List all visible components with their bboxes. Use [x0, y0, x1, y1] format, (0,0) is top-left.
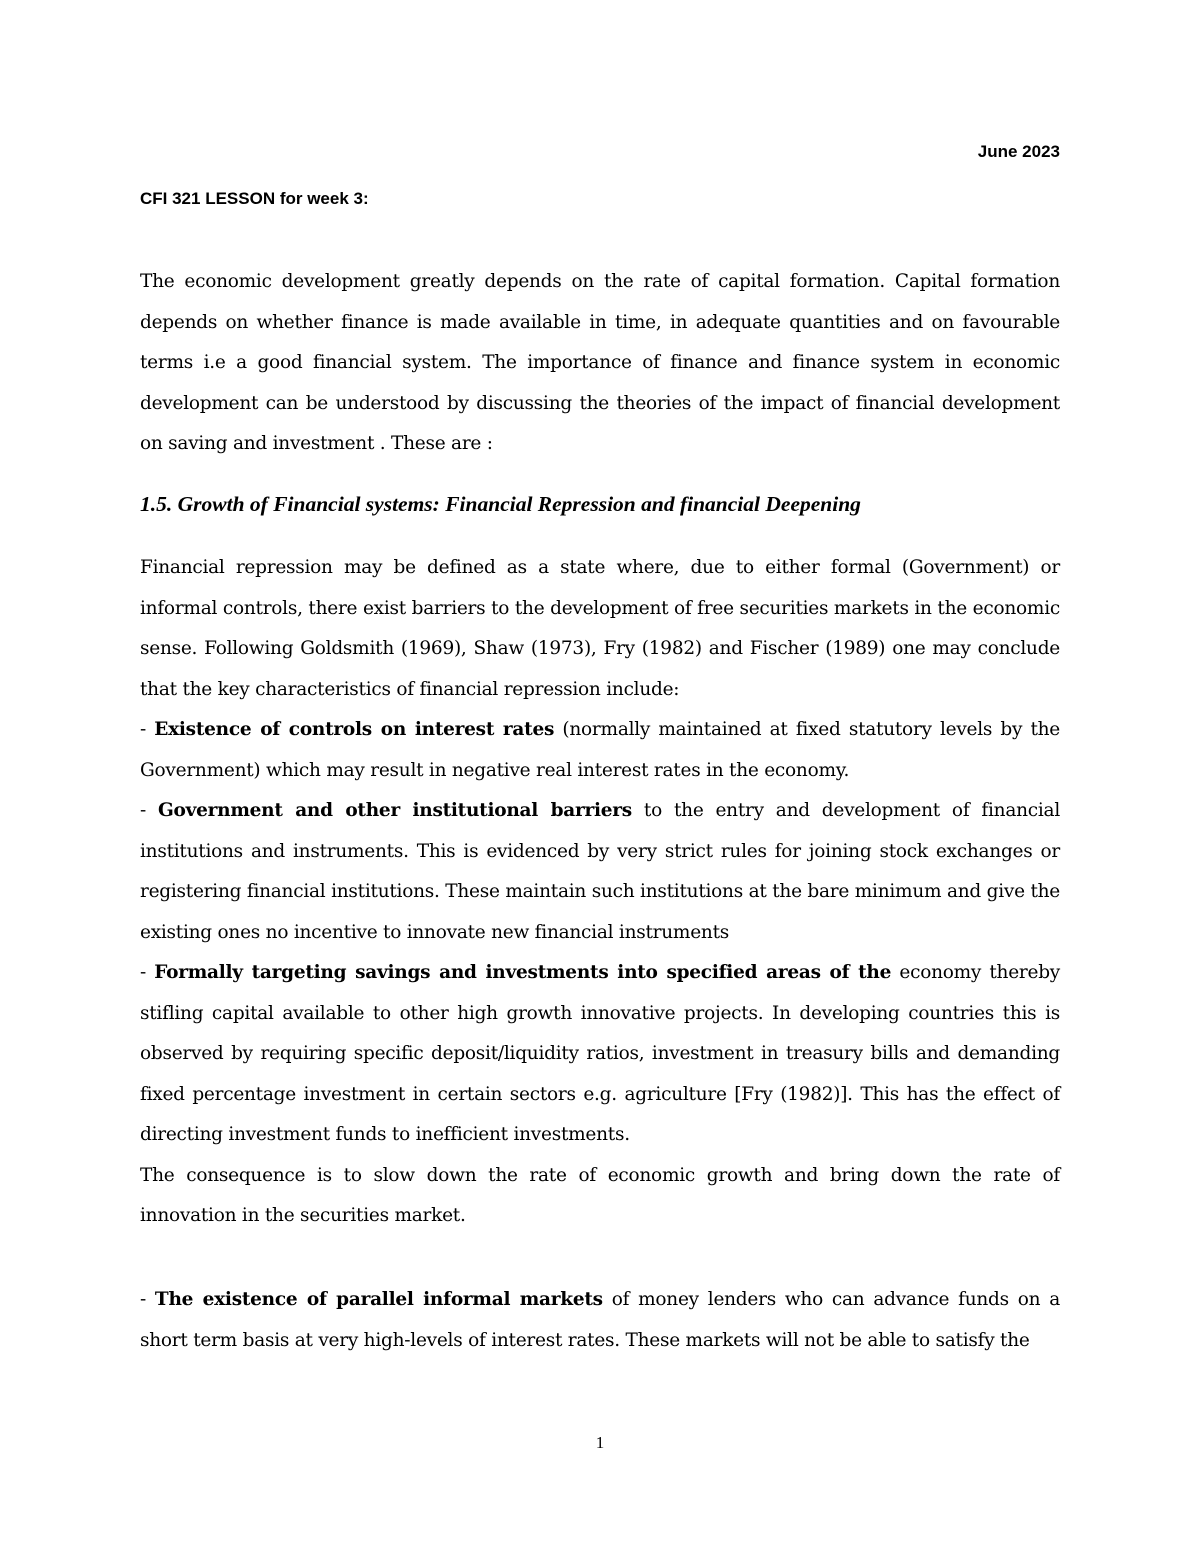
characteristic-text: of money lenders who can advance funds on a short term basis at very high-levels of interest rates. These markets will not be able to satisfy the [140, 1289, 1061, 1351]
characteristic-item [140, 953, 1060, 1156]
bullet-dash: - [140, 962, 155, 983]
bullet-dash: - [140, 719, 155, 740]
definition-paragraph: Financial repression may be defined as a state where, due to either formal (Government) or informal controls, there exist barriers to the development of free securities markets in the economic sense. Following Goldsmith (1969), Shaw (1973), Fry (1982) and Fischer (1989) one may conclude that the key characteristics of financial repression include: [140, 557, 1060, 700]
parallel-markets-paragraph [140, 1280, 1060, 1361]
characteristic-text: to the entry and development of financial institutions and instruments. This is evidenced by very strict rules for joining stock exchanges or registering financial institutions. These maintain such institutions at the bare minimum and give the existing ones no incentive to innovate new financial instruments [140, 800, 1060, 943]
consequence-paragraph: The consequence is to slow down the rate of economic growth and bring down the rate of innovation in the securities market. [140, 1164, 1060, 1226]
characteristic-text: economy thereby stifling capital available to other high growth innovative projects. In developing countries this is observed by requiring specific deposit/liquidity ratios, investment in treasury bills and demanding fixed percentage investment in certain sectors e.g. agriculture [Fry (1982)]. This has the effect of directing investment funds to inefficient investments. [140, 962, 1060, 1145]
characteristic-bold: The existence of parallel informal markets [154, 1289, 603, 1310]
bullet-dash: - [140, 1289, 155, 1310]
document-date: June 2023 [977, 142, 1060, 161]
lesson-title: CFI 321 LESSON for week 3: [140, 189, 369, 208]
characteristic-bold: Existence of controls on interest rates [154, 719, 555, 740]
characteristic-item [140, 710, 1060, 791]
characteristic-text: (normally maintained at fixed statutory levels by the Government) which may result in negative real interest rates in the economy. [140, 719, 1061, 781]
bullet-dash: - [140, 800, 158, 821]
intro-paragraph: The economic development greatly depends on the rate of capital formation. Capital formation depends on whether finance is made available in time, in adequate quantities and on favourable terms i.e a good financial system. The importance of finance and finance system in economic development can be understood by discussing the theories of the impact of financial development on saving and investment . These are : [140, 271, 1060, 454]
section-heading: 1.5. Growth of Financial systems: Financial Repression and financial Deepening [140, 492, 861, 516]
characteristic-item [140, 1280, 1060, 1361]
characteristic-bold: Government and other institutional barriers [157, 800, 632, 821]
characteristic-item [140, 791, 1060, 953]
characteristic-bold: Formally targeting savings and investments into specified areas of the [154, 962, 892, 983]
section-body [140, 548, 1060, 1237]
page-number: 1 [595, 1433, 605, 1452]
